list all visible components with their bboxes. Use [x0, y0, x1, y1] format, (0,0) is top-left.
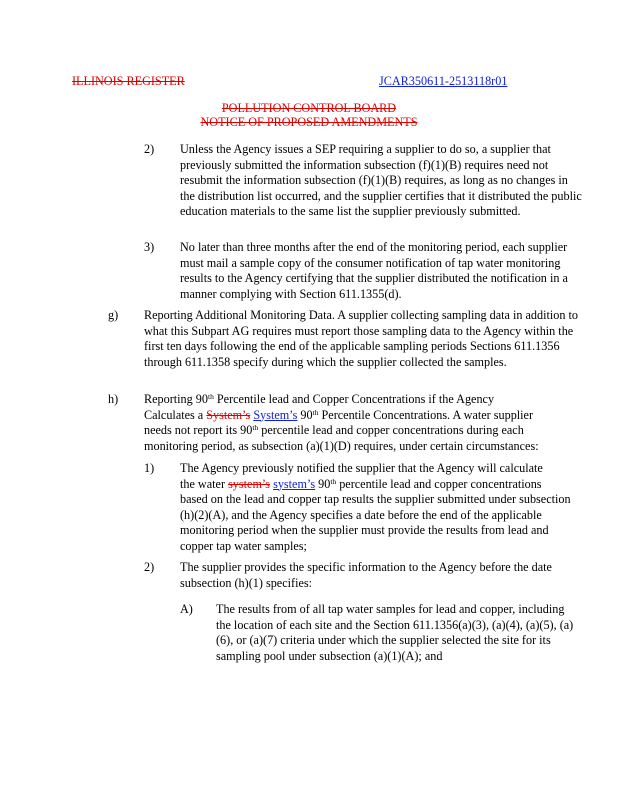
- header-line-2: NOTICE OF PROPOSED AMENDMENTS: [200, 115, 418, 129]
- inserted-text: System’s: [253, 407, 298, 422]
- register-title: ILLINOIS REGISTER: [72, 74, 185, 88]
- item-h-text: Reporting 90th Percentile lead and Copper Concentrations if the Agency Calculates a System’s System’s 90th Percentile Concentrations. A water supplier needs not report its 90th percentile lead and copper concentrations during each monitoring period, as subsection (a)(1)(D) requires, under certain circumstances:: [144, 392, 539, 453]
- item-h1-number: 1): [144, 461, 155, 475]
- inserted-text: system’s: [273, 476, 316, 491]
- deleted-text: system’s: [228, 476, 271, 491]
- item-f3-number: 3): [144, 240, 155, 254]
- item-f3-text: No later than three months after the end of the monitoring period, each supplier must mail a sample copy of the consumer notification of tap water monitoring results to the Agency certifying that the supplier distributed the notification in a manner complying with Section 611.1355(d).: [180, 240, 568, 301]
- item-h2-number: 2): [144, 560, 155, 574]
- item-h2-text: The supplier provides the specific information to the Agency before the date subsection (h)(1) specifies:: [180, 560, 552, 590]
- deleted-text: System’s: [206, 407, 251, 422]
- document-code: JCAR350611-2513118r01: [379, 74, 508, 88]
- header-line-1: POLLUTION CONTROL BOARD: [221, 101, 397, 115]
- item-hA-text: The results from of all tap water samples for lead and copper, including the location of each site and the Section 611.1356(a)(3), (a)(4), (a)(5), (a)(6), or (a)(7) criteria under which the supplier selected the site for its sampling pool under subsection (a)(1)(A); and: [216, 602, 574, 663]
- item-hA-number: A): [180, 602, 193, 616]
- item-g-text: Reporting Additional Monitoring Data. A supplier collecting sampling data in addition to what this Subpart AG requires must report those sampling data to the Agency within the first ten days following the end of the applicable sampling periods Sections 611.1356 through 611.1358 specify during which the supplier collected the samples.: [144, 308, 578, 369]
- item-f2-text: Unless the Agency issues a SEP requiring a supplier to do so, a supplier that previously submitted the information subsection (f)(1)(B) requires need not resubmit the information subsection (f)(1)(B) requires, as long as no changes in the distribution list occurred, and the supplier certifies that it distributed the public education materials to the same list the supplier previously submitted.: [180, 142, 582, 219]
- item-g-number: g): [108, 308, 119, 322]
- item-h1-text: The Agency previously notified the supplier that the Agency will calculate the water system’s system’s 90th percentile lead and copper concentrations based on the lead and copper tap results the supplier submitted under subsection (h)(2)(A), and the Agency specifies a date before the end of the applicable monitoring period when the supplier must provide the results from lead and copper tap water samples;: [180, 461, 571, 553]
- item-f2-number: 2): [144, 142, 155, 156]
- item-h-number: h): [108, 392, 119, 406]
